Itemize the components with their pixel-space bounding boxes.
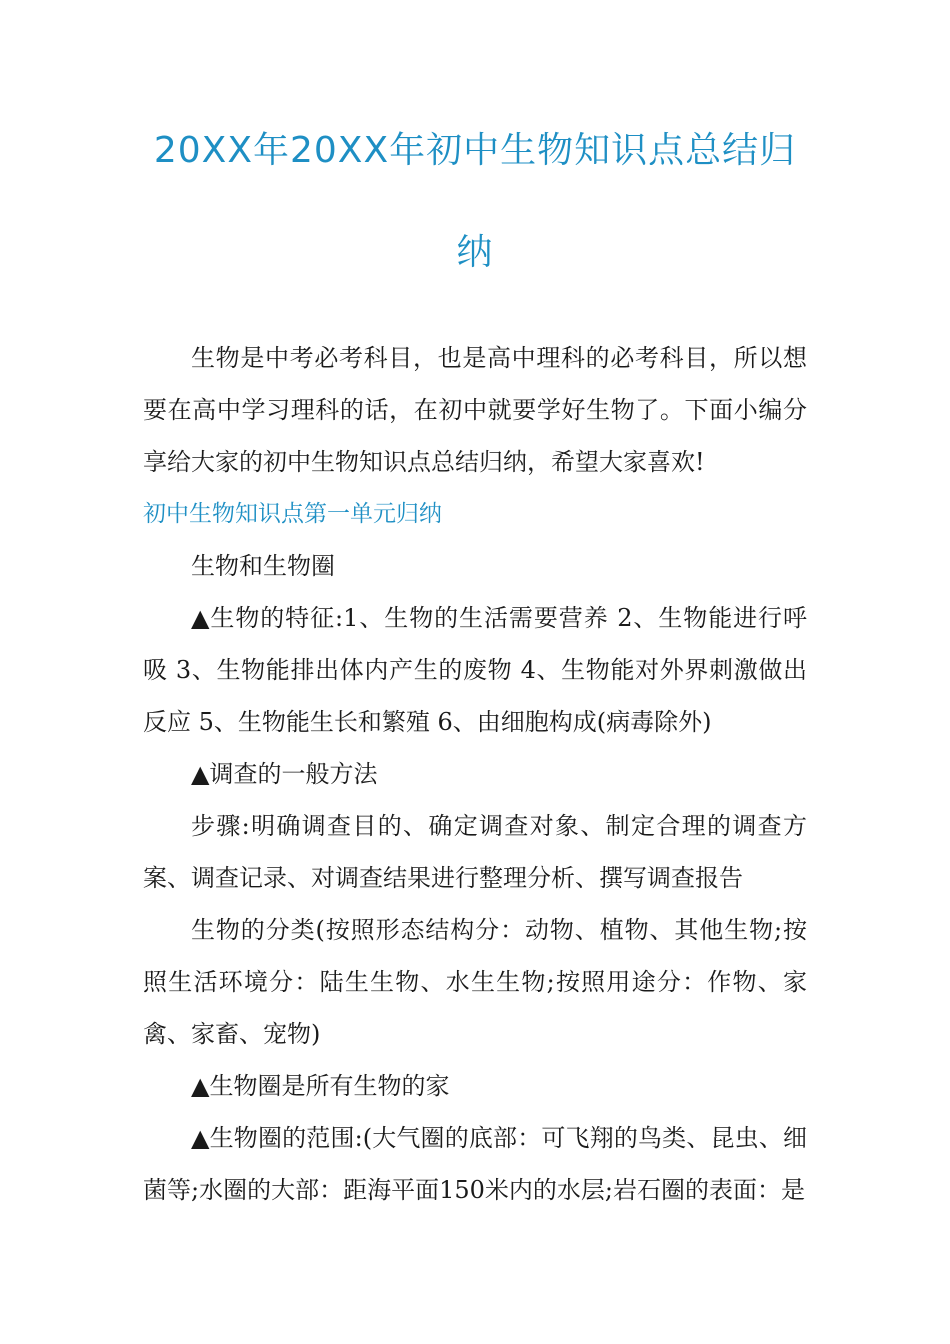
paragraph-biosphere-range: ▲生物圈的范围:(大气圈的底部：可飞翔的鸟类、昆虫、细菌等;水圈的大部：距海平面150米内的水层;岩石圈的表面：是 <box>143 1124 807 1204</box>
subheading-biology-biosphere: 生物和生物圈 <box>191 552 335 580</box>
intro-paragraph: 生物是中考必考科目，也是高中理科的必考科目，所以想要在高中学习理科的话，在初中就要学好生物了。下面小编分享给大家的初中生物知识点总结归纳，希望大家喜欢! <box>143 344 807 476</box>
document-title-line2: 纳 <box>456 232 494 273</box>
paragraph-classification: 生物的分类(按照形态结构分：动物、植物、其他生物;按照生活环境分：陆生生物、水生生物;按照用途分：作物、家禽、家畜、宠物) <box>143 916 807 1048</box>
paragraph-survey-steps: 步骤:明确调查目的、确定调查对象、制定合理的调查方案、调查记录、对调查结果进行整理分析、撰写调查报告 <box>143 812 807 892</box>
paragraph-characteristics: ▲生物的特征:1、生物的生活需要营养 2、生物能进行呼吸 3、生物能排出体内产生的废物 4、生物能对外界刺激做出反应 5、生物能生长和繁殖 6、由细胞构成(病毒除外) <box>143 604 807 736</box>
paragraph-biosphere-home: ▲生物圈是所有生物的家 <box>191 1072 450 1100</box>
paragraph-survey-method: ▲调查的一般方法 <box>191 760 378 788</box>
document-title-line1: 20XX年20XX年初中生物知识点总结归 <box>153 130 797 171</box>
document-body <box>143 332 807 1216</box>
section-heading-unit1: 初中生物知识点第一单元归纳 <box>143 501 442 527</box>
